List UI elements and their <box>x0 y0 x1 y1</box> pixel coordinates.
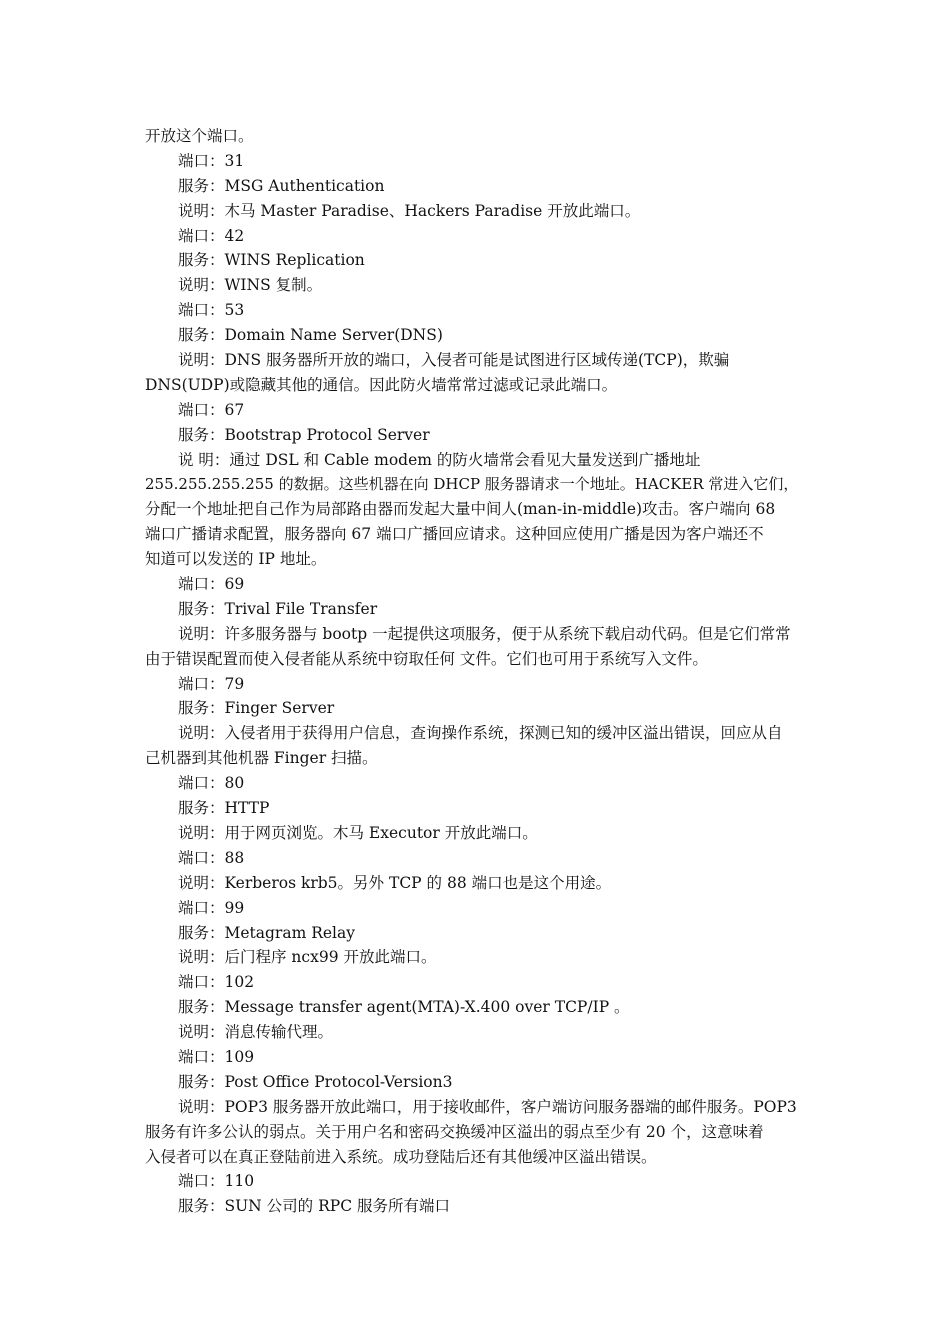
text-line: 端口：53 <box>178 301 245 320</box>
text-line: 服务：SUN 公司的 RPC 服务所有端口 <box>178 1197 450 1216</box>
text-line: 说明：许多服务器与 bootp 一起提供这项服务，便于从系统下载启动代码。但是它们常常 <box>178 624 791 643</box>
text-line: 服务：WINS Replication <box>178 251 365 270</box>
text-line: 端口：88 <box>178 848 245 867</box>
text-line: 说明：消息传输代理。 <box>178 1023 334 1042</box>
text-line: 端口：109 <box>178 1047 255 1066</box>
text-line: 知道可以发送的 IP 地址。 <box>145 550 327 569</box>
text-line: 说明：WINS 复制。 <box>178 276 323 295</box>
text-line: 服务：Bootstrap Protocol Server <box>178 425 430 444</box>
text-line: 服务：HTTP <box>178 799 270 818</box>
text-line: 服务有许多公认的弱点。关于用户名和密码交换缓冲区溢出的弱点至少有 20 个，这意味着 <box>145 1122 764 1141</box>
text-line: 服务：Domain Name Server(DNS) <box>178 326 443 345</box>
text-line: 入侵者可以在真正登陆前进入系统。成功登陆后还有其他缓冲区溢出错误。 <box>145 1147 657 1166</box>
text-line: 端口：110 <box>178 1172 255 1191</box>
text-line: 说明：POP3 服务器开放此端口，用于接收邮件，客户端访问服务器端的邮件服务。POP3 <box>178 1097 797 1116</box>
text-line: 端口：69 <box>178 575 245 594</box>
text-line: 开放这个端口。 <box>145 127 254 145</box>
text-line: 说明：后门程序 ncx99 开放此端口。 <box>178 948 437 967</box>
text-line: 端口：42 <box>178 226 245 245</box>
text-line: 端口：79 <box>178 674 245 693</box>
text-line: 255.255.255.255 的数据。这些机器在向 DHCP 服务器请求一个地址。HACKER 常进入它们， <box>145 475 799 494</box>
text-line: 服务：Metagram Relay <box>178 923 356 942</box>
text-line: 由于错误配置而使入侵者能从系统中窃取任何 文件。它们也可用于系统写入文件。 <box>145 649 708 668</box>
text-line: 说明：入侵者用于获得用户信息，查询操作系统，探测已知的缓冲区溢出错误，回应从自 <box>178 724 783 743</box>
text-line: 服务：Message transfer agent(MTA)-X.400 over TCP/IP 。 <box>178 998 630 1017</box>
text-line: 端口：80 <box>178 774 245 793</box>
text-line: 己机器到其他机器 Finger 扫描。 <box>145 749 378 768</box>
text-line: 说明：木马 Master Paradise、Hackers Paradise 开放此端口。 <box>178 201 641 220</box>
text-line: 说明：Kerberos krb5。另外 TCP 的 88 端口也是这个用途。 <box>178 873 612 892</box>
text-line: 服务：Finger Server <box>178 699 335 718</box>
text-line: 端口：31 <box>178 151 245 170</box>
text-line: 端口：102 <box>178 973 255 992</box>
document-body <box>145 124 807 1219</box>
text-line: 端口：67 <box>178 400 245 419</box>
text-line: 说明：用于网页浏览。木马 Executor 开放此端口。 <box>178 823 538 842</box>
text-line: 说明：DNS 服务器所开放的端口，入侵者可能是试图进行区域传递(TCP)，欺骗 <box>178 351 730 370</box>
text-line: DNS(UDP)或隐藏其他的通信。因此防火墙常常过滤或记录此端口。 <box>145 375 618 394</box>
text-line: 端口：99 <box>178 898 245 917</box>
text-line: 分配一个地址把自己作为局部路由器而发起大量中间人(man-in-middle)攻击。客户端向 68 <box>145 500 776 519</box>
text-line: 服务：Post Office Protocol-Version3 <box>178 1072 453 1091</box>
text-line: 服务：Trival File Transfer <box>178 599 378 618</box>
text-line: 说 明：通过 DSL 和 Cable modem 的防火墙常会看见大量发送到广播地址 <box>178 450 701 469</box>
text-line: 服务：MSG Authentication <box>178 176 385 195</box>
text-line: 端口广播请求配置，服务器向 67 端口广播回应请求。这种回应使用广播是因为客户端还不 <box>145 525 764 544</box>
